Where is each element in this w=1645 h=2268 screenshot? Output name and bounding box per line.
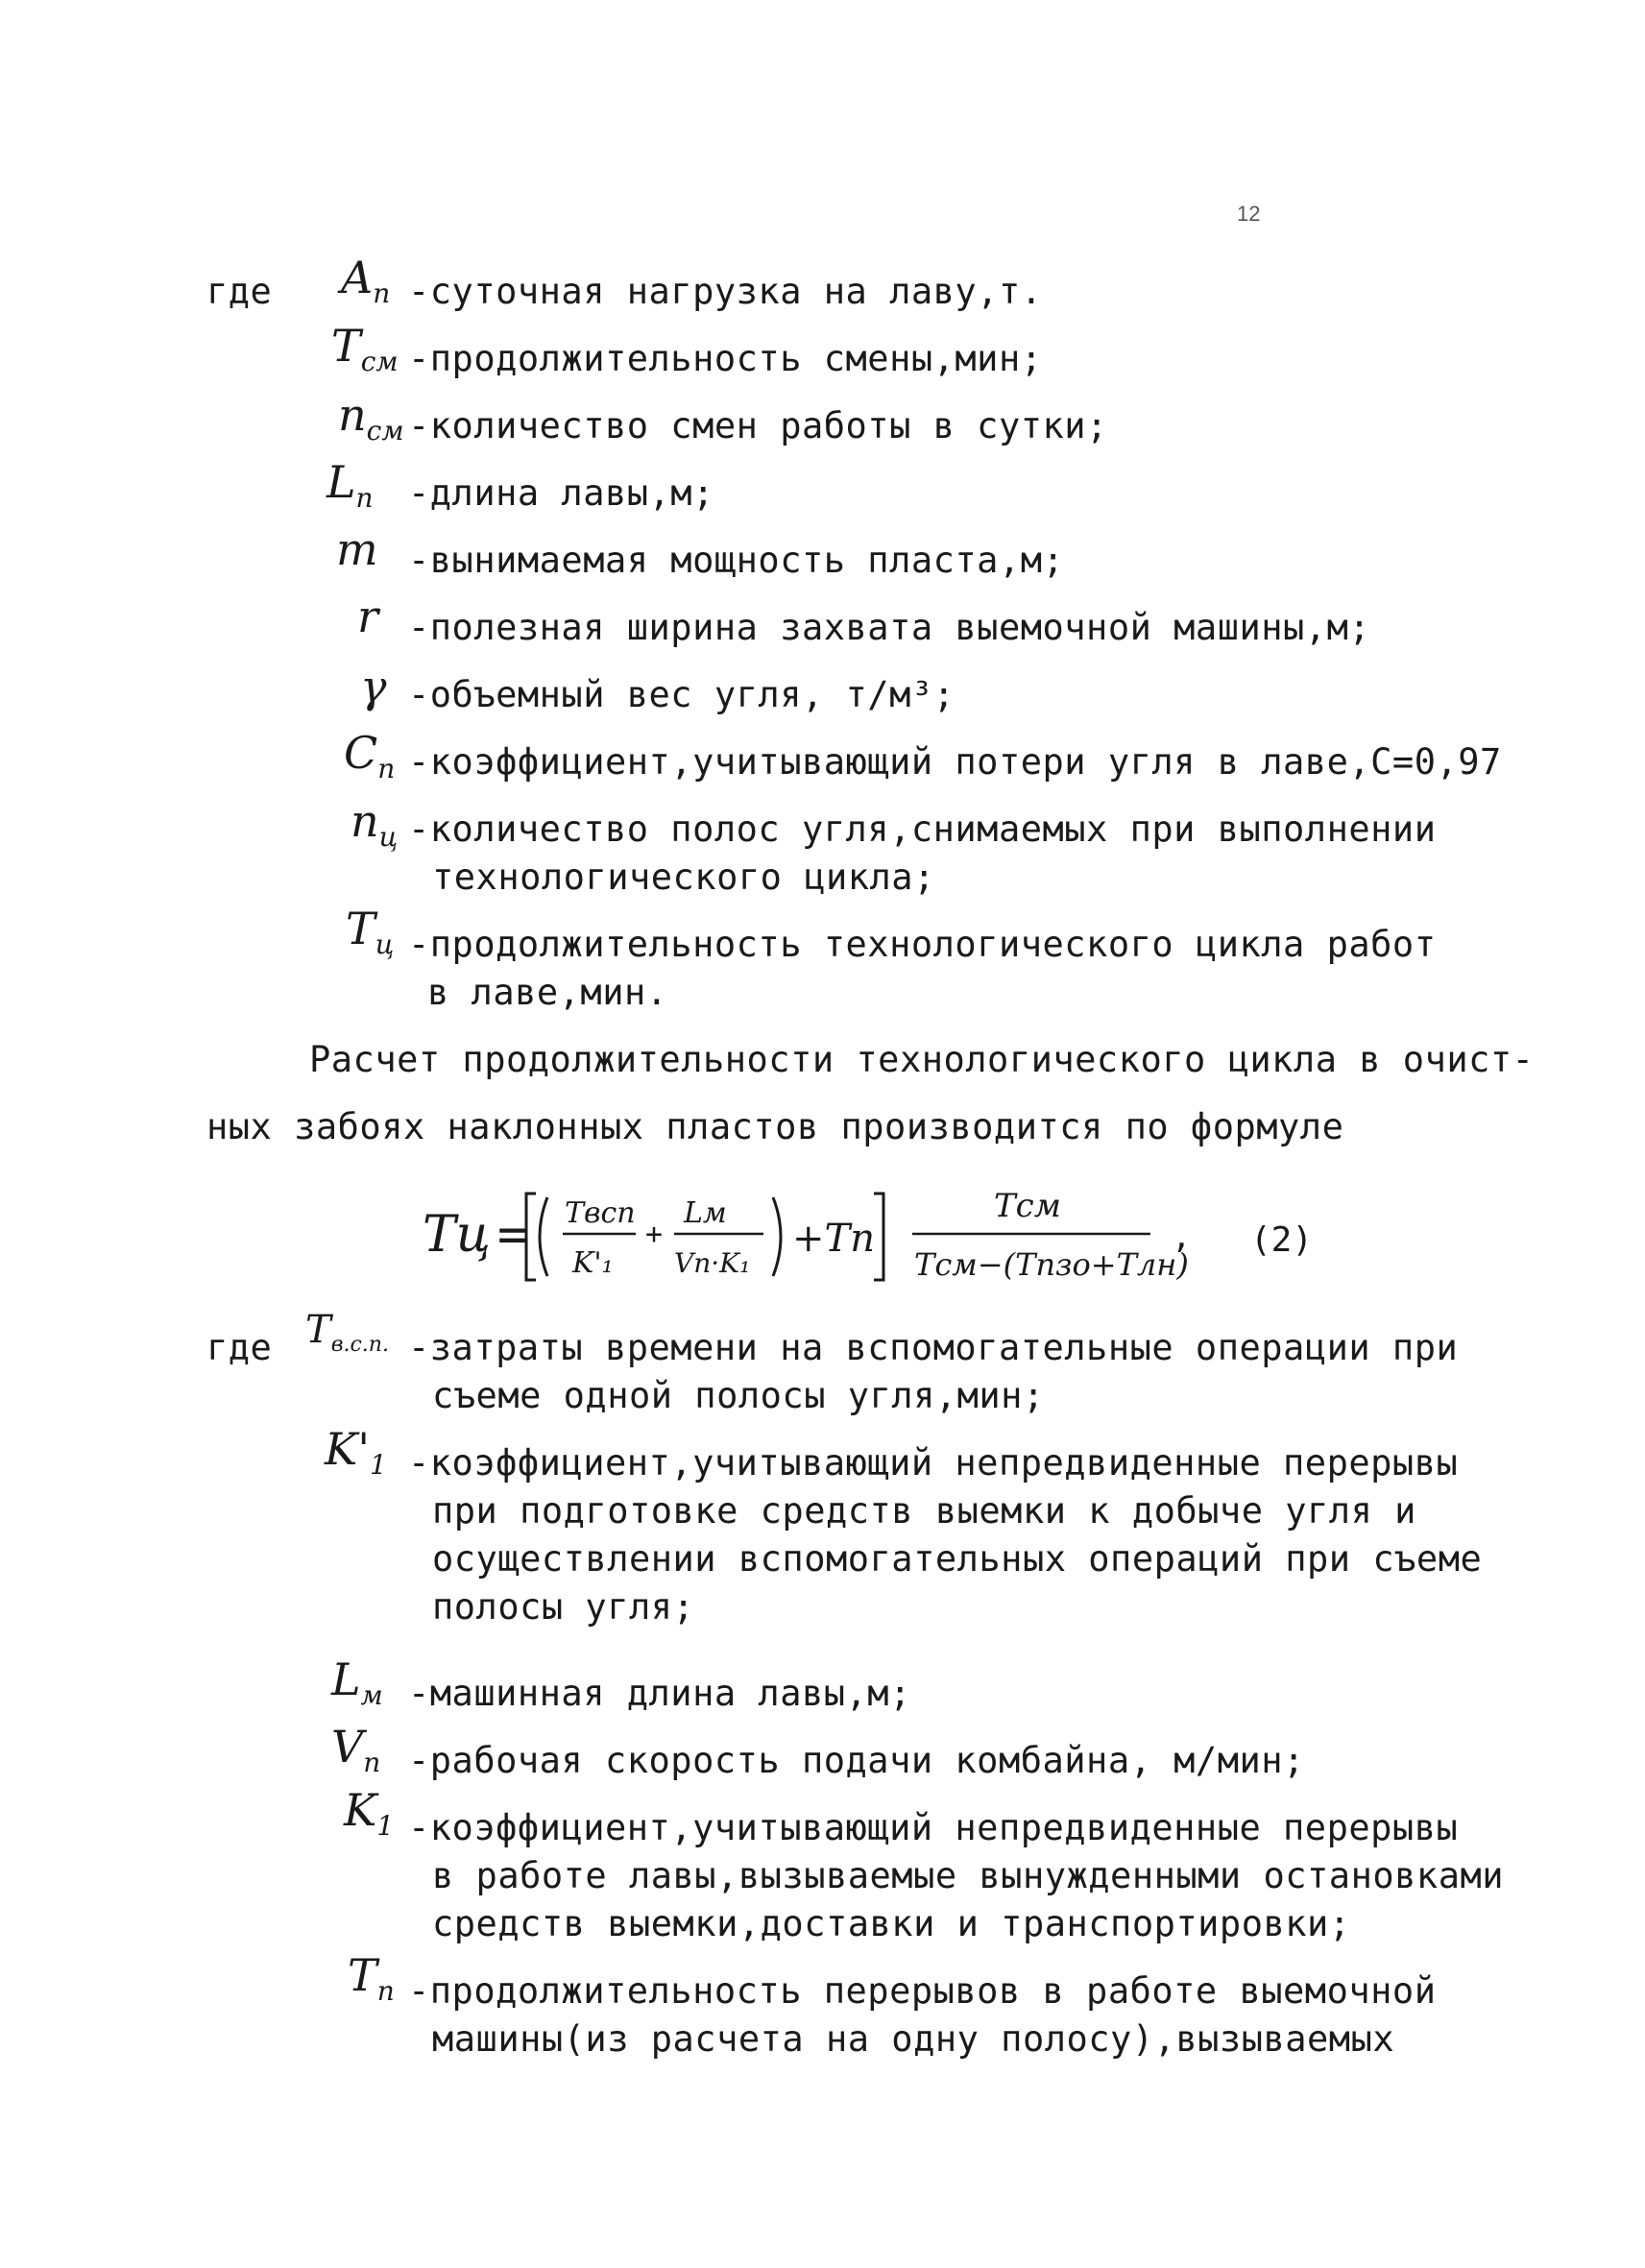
def-text: -затраты времени на вспомогательные операции при [408,1327,1459,1368]
formula-bracket-left [526,1194,536,1280]
symbol-a-p: $A_п$ [341,252,391,310]
symbol-k1-prime: $K'_1$ [325,1423,387,1482]
symbol-gamma: γ [360,661,387,712]
def-text: -коэффициент,учитывающий непредвиденные перерывы [408,1442,1459,1484]
symbol-k1: $K_1$ [344,1784,395,1843]
def-text: -вынимаемая мощность пласта,м; [408,540,1065,581]
formula-paren-right [773,1197,781,1276]
symbol-t-sm: $T_{см}$ [331,320,399,378]
def-text: -коэффициент,учитывающий непредвиденные перерывы [408,1807,1459,1848]
formula-plus: + [645,1218,664,1251]
formula-plus-tn: +Tп [792,1217,875,1261]
def-text-cont: полосы угля; [432,1586,695,1628]
symbol-n-sm: $n_{см}$ [338,389,404,447]
formula-t-sm: Tсм [994,1187,1061,1225]
symbol-t-p: $T_п$ [348,1949,395,2008]
symbol-v-p: $V_п$ [331,1721,381,1779]
formula-equals: = [497,1206,528,1264]
def-text-cont: в работе лавы,вызываемые вынужденными остановками [432,1855,1505,1896]
def-text-cont: в лаве,мин. [427,972,668,1013]
def-text: -объемный вес угля, т/м³; [408,674,956,715]
symbol-t-c: $T_ц$ [346,903,395,961]
def-text-cont: средств выемки,доставки и транспортировки; [432,1903,1351,1944]
formula-lhs: Tц [423,1206,491,1264]
where-word: где [206,271,273,312]
def-text: -продолжительность перерывов в работе выемочной [408,1970,1437,2012]
formula-comma: , [1172,1218,1192,1256]
formula-2 [423,1176,1364,1291]
page-number: 12 [1237,202,1261,226]
formula-v-k: Vп·K₁ [674,1247,751,1279]
formula-t-bsp: Tвсп [565,1196,636,1230]
def-text: -продолжительность смены,мин; [408,338,1043,379]
symbol-r: r [357,591,378,642]
paragraph-line-2: ных забоях наклонных пластов производится по формуле [206,1106,1344,1147]
symbol-l-m: $L_м$ [331,1653,383,1712]
where-word: где [206,1327,273,1368]
formula-bracket-right [874,1194,883,1280]
def-text: -машинная длина лавы,м; [408,1673,911,1714]
paragraph-line-1: Расчет продолжительности технологического цикла в очист- [309,1039,1535,1080]
def-text-cont: осуществлении вспомогательных операций при съеме [432,1538,1483,1580]
def-text: -суточная нагрузка на лаву,т. [408,271,1043,312]
def-text: -длина лавы,м; [408,472,714,514]
def-text: -рабочая скорость подачи комбайна, м/мин; [408,1740,1305,1781]
def-text-cont: съеме одной полосы угля,мин; [432,1375,1045,1416]
def-text-cont: технологического цикла; [432,857,935,898]
formula-k1p: K'₁ [572,1246,614,1280]
def-text: -количество полос угля,снимаемых при выполнении [408,808,1437,850]
formula-number: (2) [1250,1220,1314,1260]
def-text: -полезная ширина захвата выемочной машины,м; [408,607,1371,648]
symbol-m: m [336,523,378,575]
def-text-cont: машины(из расчета на одну полосу),вызываемых [432,2018,1395,2060]
def-text: -продолжительность технологического цикла работ [408,924,1437,965]
def-text-cont: при подготовке средств выемки к добыче угля и [432,1490,1416,1532]
symbol-l-p: $L_п$ [327,456,374,515]
def-text: -количество смен работы в сутки; [408,405,1108,446]
formula-l-m: Lм [684,1196,727,1230]
symbol-c-p: $C_п$ [344,727,396,785]
formula-denominator: Tсм−(Tпзо+Tлн) [914,1246,1189,1283]
def-text: -коэффициент,учитывающий потери угля в лаве,С=0,97 [408,741,1502,783]
symbol-n-c: $n_ц$ [351,795,399,854]
symbol-t-vsp: $T_{в.с.п.}$ [305,1308,389,1357]
formula-paren-left [540,1197,547,1276]
